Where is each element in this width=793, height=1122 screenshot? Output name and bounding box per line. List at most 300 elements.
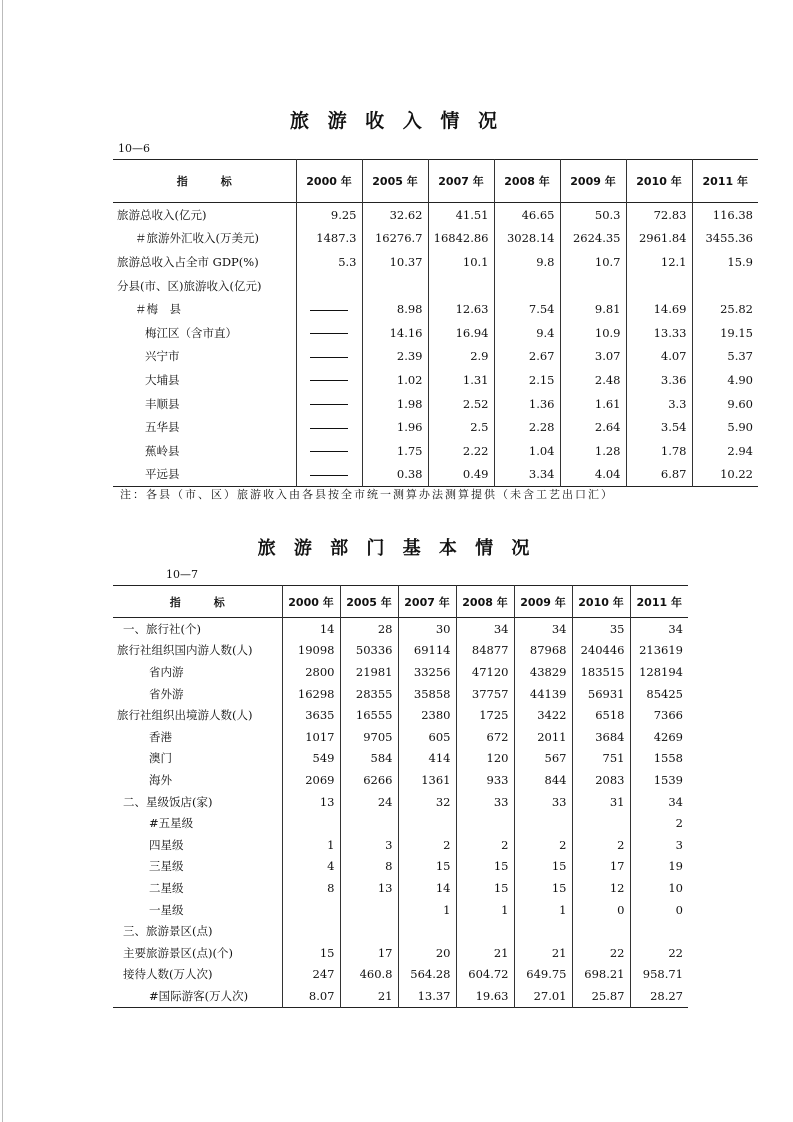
value-cell: 10 (630, 877, 688, 899)
value-cell: 33 (514, 791, 572, 813)
dash-mark (310, 451, 348, 452)
table-row (113, 769, 688, 791)
table-row (113, 704, 688, 726)
header-year: 2000 年 (282, 586, 340, 618)
value-cell: 20 (398, 942, 456, 964)
value-cell: 414 (398, 748, 456, 770)
value-cell: 14.16 (362, 321, 428, 345)
value-cell: 15 (456, 877, 514, 899)
value-cell (514, 812, 572, 834)
dash-mark (310, 428, 348, 429)
value-cell: 46.65 (494, 203, 560, 227)
header-year: 2005 年 (340, 586, 398, 618)
value-cell: 13.33 (626, 321, 692, 345)
value-cell: 72.83 (626, 203, 692, 227)
value-cell: 1.75 (362, 439, 428, 463)
header-year: 2008 年 (456, 586, 514, 618)
value-cell: 28.27 (630, 985, 688, 1007)
table-row (113, 877, 688, 899)
value-cell: 0 (572, 899, 630, 921)
table-row (113, 834, 688, 856)
row-label: 四星级 (149, 837, 184, 852)
value-cell: 16.94 (428, 321, 494, 345)
dash-cell (296, 439, 362, 463)
value-cell (456, 812, 514, 834)
value-cell: 2083 (572, 769, 630, 791)
value-cell: 28355 (340, 683, 398, 705)
value-cell: 69114 (398, 640, 456, 662)
value-cell: 0.49 (428, 463, 494, 487)
row-label: 兴宁市 (145, 349, 180, 364)
dash-cell (296, 321, 362, 345)
row-label: 三星级 (149, 859, 184, 874)
value-cell: 16298 (282, 683, 340, 705)
header-year: 2000 年 (296, 160, 362, 203)
value-cell: 3.54 (626, 415, 692, 439)
value-cell (340, 812, 398, 834)
value-cell: 17 (572, 856, 630, 878)
value-cell: 10.37 (362, 250, 428, 274)
table-row (113, 640, 688, 662)
value-cell: 10.9 (560, 321, 626, 345)
value-cell: 460.8 (340, 964, 398, 986)
value-cell: 25.82 (692, 297, 758, 321)
value-cell: 2.22 (428, 439, 494, 463)
row-label: 澳门 (149, 751, 172, 766)
value-cell: 2 (572, 834, 630, 856)
value-cell: 2961.84 (626, 227, 692, 251)
value-cell: 3.07 (560, 345, 626, 369)
table-row (113, 250, 758, 274)
value-cell: 2 (514, 834, 572, 856)
row-label: 五华县 (145, 420, 180, 435)
value-cell: 3.36 (626, 368, 692, 392)
value-cell: 4.90 (692, 368, 758, 392)
table-row (113, 297, 758, 321)
table-row (113, 920, 688, 942)
table1-number: 10—6 (118, 142, 150, 155)
value-cell: 2 (456, 834, 514, 856)
value-cell: 9705 (340, 726, 398, 748)
value-cell: 28 (340, 618, 398, 640)
value-cell: 2.64 (560, 415, 626, 439)
value-cell (362, 274, 428, 298)
value-cell: 672 (456, 726, 514, 748)
value-cell: 21 (514, 942, 572, 964)
table-row (113, 203, 758, 227)
value-cell (494, 274, 560, 298)
value-cell: 3684 (572, 726, 630, 748)
value-cell: 6518 (572, 704, 630, 726)
value-cell: 1558 (630, 748, 688, 770)
value-cell (340, 920, 398, 942)
value-cell: 85425 (630, 683, 688, 705)
value-cell: 47120 (456, 661, 514, 683)
row-label: 省内游 (149, 664, 184, 679)
value-cell: 1 (282, 834, 340, 856)
value-cell: 9.4 (494, 321, 560, 345)
value-cell: 7.54 (494, 297, 560, 321)
value-cell: 8.07 (282, 985, 340, 1007)
value-cell: 1.04 (494, 439, 560, 463)
value-cell: 2.5 (428, 415, 494, 439)
value-cell: 3455.36 (692, 227, 758, 251)
row-label: ＃旅游外汇收入(万美元) (135, 231, 259, 246)
value-cell (560, 274, 626, 298)
value-cell: 604.72 (456, 964, 514, 986)
value-cell: 4269 (630, 726, 688, 748)
value-cell (572, 920, 630, 942)
value-cell: 120 (456, 748, 514, 770)
value-cell (282, 899, 340, 921)
value-cell: 3.34 (494, 463, 560, 487)
value-cell (630, 920, 688, 942)
value-cell: 6266 (340, 769, 398, 791)
row-label: 旅行社组织国内游人数(人) (117, 643, 253, 658)
value-cell: 14.69 (626, 297, 692, 321)
table-row (113, 415, 758, 439)
table-row (113, 618, 688, 640)
table-row (113, 661, 688, 683)
value-cell: 10.7 (560, 250, 626, 274)
value-cell: 12.63 (428, 297, 494, 321)
table-row (113, 985, 688, 1007)
value-cell: 8 (340, 856, 398, 878)
table-row (113, 345, 758, 369)
value-cell: 50.3 (560, 203, 626, 227)
value-cell: 1.36 (494, 392, 560, 416)
value-cell: 14 (282, 618, 340, 640)
value-cell (340, 899, 398, 921)
table-row (113, 683, 688, 705)
header-year: 2007 年 (428, 160, 494, 203)
table-row (113, 463, 758, 487)
value-cell: 10.22 (692, 463, 758, 487)
value-cell: 56931 (572, 683, 630, 705)
row-label: 大埔县 (145, 372, 180, 387)
value-cell: 2800 (282, 661, 340, 683)
value-cell: 4.04 (560, 463, 626, 487)
value-cell: 3.3 (626, 392, 692, 416)
row-label: #国际游客(万人次) (149, 988, 249, 1003)
value-cell: 25.87 (572, 985, 630, 1007)
value-cell: 1.02 (362, 368, 428, 392)
value-cell: 13 (340, 877, 398, 899)
value-cell: 10.1 (428, 250, 494, 274)
value-cell: 0 (630, 899, 688, 921)
value-cell: 5.37 (692, 345, 758, 369)
value-cell: 1487.3 (296, 227, 362, 251)
value-cell: 2.67 (494, 345, 560, 369)
value-cell: 933 (456, 769, 514, 791)
value-cell: 14 (398, 877, 456, 899)
table-row (113, 812, 688, 834)
table-row (113, 321, 758, 345)
value-cell: 41.51 (428, 203, 494, 227)
table-row (113, 856, 688, 878)
value-cell: 27.01 (514, 985, 572, 1007)
value-cell (282, 812, 340, 834)
value-cell: 2 (398, 834, 456, 856)
value-cell: 16555 (340, 704, 398, 726)
value-cell (572, 812, 630, 834)
value-cell: 13 (282, 791, 340, 813)
value-cell: 24 (340, 791, 398, 813)
value-cell: 240446 (572, 640, 630, 662)
value-cell: 87968 (514, 640, 572, 662)
table1-title: 旅 游 收 入 情 况 (289, 110, 504, 132)
table-row (113, 368, 758, 392)
row-label: 二星级 (149, 880, 184, 895)
header-year: 2008 年 (494, 160, 560, 203)
value-cell: 19.63 (456, 985, 514, 1007)
value-cell: 1.96 (362, 415, 428, 439)
dash-mark (310, 333, 348, 334)
value-cell: 9.60 (692, 392, 758, 416)
value-cell: 17 (340, 942, 398, 964)
value-cell: 22 (630, 942, 688, 964)
dash-cell (296, 415, 362, 439)
value-cell: 8 (282, 877, 340, 899)
value-cell: 1.28 (560, 439, 626, 463)
table-row (113, 227, 758, 251)
value-cell (456, 920, 514, 942)
dash-mark (310, 310, 348, 311)
dash-cell (296, 345, 362, 369)
dash-cell (296, 463, 362, 487)
value-cell: 32.62 (362, 203, 428, 227)
row-label: 海外 (149, 772, 172, 787)
row-label: ＃梅 县 (135, 302, 181, 317)
value-cell (428, 274, 494, 298)
value-cell: 2011 (514, 726, 572, 748)
tourism-department-table (113, 585, 688, 1008)
table1-footnote: 注：各县（市、区）旅游收入由各县按全市统一测算办法测算提供（未含工艺出口汇） (120, 488, 614, 501)
value-cell: 44139 (514, 683, 572, 705)
table-row (113, 899, 688, 921)
dash-mark (310, 475, 348, 476)
value-cell: 15 (282, 942, 340, 964)
table-row (113, 748, 688, 770)
header-year: 2009 年 (560, 160, 626, 203)
row-label: 梅江区（含市直） (145, 325, 237, 340)
value-cell: 2.52 (428, 392, 494, 416)
value-cell: 4 (282, 856, 340, 878)
header-year: 2009 年 (514, 586, 572, 618)
value-cell: 21981 (340, 661, 398, 683)
value-cell: 21 (340, 985, 398, 1007)
value-cell: 1 (456, 899, 514, 921)
value-cell: 34 (630, 618, 688, 640)
row-label: 三、旅游景区(点) (123, 924, 213, 939)
value-cell: 5.90 (692, 415, 758, 439)
table-row (113, 726, 688, 748)
header-indicator: 指 标 (169, 595, 225, 609)
value-cell: 15 (398, 856, 456, 878)
table-row (113, 942, 688, 964)
value-cell: 12 (572, 877, 630, 899)
table-row (113, 791, 688, 813)
value-cell: 35858 (398, 683, 456, 705)
value-cell: 1.78 (626, 439, 692, 463)
value-cell: 33 (456, 791, 514, 813)
row-label: 香港 (149, 729, 172, 744)
value-cell: 13.37 (398, 985, 456, 1007)
table-row (113, 392, 758, 416)
row-label: 丰顺县 (145, 396, 180, 411)
value-cell (692, 274, 758, 298)
value-cell: 5.3 (296, 250, 362, 274)
table2-title: 旅 游 部 门 基 本 情 况 (257, 538, 536, 559)
header-indicator: 指 标 (176, 175, 232, 188)
header-year: 2011 年 (630, 586, 688, 618)
row-label: 主要旅游景区(点)(个) (123, 945, 233, 960)
value-cell: 37757 (456, 683, 514, 705)
value-cell (514, 920, 572, 942)
value-cell: 2069 (282, 769, 340, 791)
value-cell: 3635 (282, 704, 340, 726)
value-cell: 33256 (398, 661, 456, 683)
header-year: 2010 年 (626, 160, 692, 203)
value-cell: 1725 (456, 704, 514, 726)
value-cell: 84877 (456, 640, 514, 662)
value-cell: 15 (514, 856, 572, 878)
value-cell: 564.28 (398, 964, 456, 986)
tourism-revenue-table (113, 159, 758, 487)
header-year: 2010 年 (572, 586, 630, 618)
value-cell: 50336 (340, 640, 398, 662)
value-cell: 751 (572, 748, 630, 770)
row-label: 旅行社组织出境游人数(人) (117, 708, 253, 723)
value-cell: 567 (514, 748, 572, 770)
value-cell: 7366 (630, 704, 688, 726)
value-cell: 9.81 (560, 297, 626, 321)
value-cell: 2.15 (494, 368, 560, 392)
value-cell: 31 (572, 791, 630, 813)
value-cell: 213619 (630, 640, 688, 662)
table-row (113, 439, 758, 463)
row-label: 一、旅行社(个) (123, 621, 201, 636)
header-year: 2007 年 (398, 586, 456, 618)
value-cell: 1017 (282, 726, 340, 748)
dash-mark (310, 380, 348, 381)
value-cell: 4.07 (626, 345, 692, 369)
value-cell (398, 920, 456, 942)
value-cell: 549 (282, 748, 340, 770)
dash-mark (310, 404, 348, 405)
value-cell: 32 (398, 791, 456, 813)
value-cell: 1 (514, 899, 572, 921)
value-cell: 8.98 (362, 297, 428, 321)
value-cell: 19 (630, 856, 688, 878)
value-cell: 34 (456, 618, 514, 640)
row-label: 平远县 (145, 467, 180, 482)
row-label: #五星级 (149, 816, 194, 831)
value-cell: 1 (398, 899, 456, 921)
row-label: 旅游总收入(亿元) (117, 207, 207, 222)
table2-number: 10—7 (166, 568, 198, 581)
value-cell: 15 (456, 856, 514, 878)
value-cell: 584 (340, 748, 398, 770)
header-year: 2005 年 (362, 160, 428, 203)
value-cell: 34 (630, 791, 688, 813)
value-cell: 3 (630, 834, 688, 856)
value-cell: 2.9 (428, 345, 494, 369)
value-cell: 3 (340, 834, 398, 856)
value-cell (296, 274, 362, 298)
value-cell: 3422 (514, 704, 572, 726)
row-label: 一星级 (149, 902, 184, 917)
dash-cell (296, 392, 362, 416)
value-cell (626, 274, 692, 298)
dash-cell (296, 297, 362, 321)
value-cell: 16842.86 (428, 227, 494, 251)
dash-cell (296, 368, 362, 392)
table1-header-row (113, 160, 758, 203)
value-cell: 30 (398, 618, 456, 640)
value-cell: 43829 (514, 661, 572, 683)
value-cell: 15.9 (692, 250, 758, 274)
value-cell: 1361 (398, 769, 456, 791)
row-label: 省外游 (149, 686, 184, 701)
value-cell: 35 (572, 618, 630, 640)
value-cell: 2624.35 (560, 227, 626, 251)
value-cell: 0.38 (362, 463, 428, 487)
value-cell: 649.75 (514, 964, 572, 986)
value-cell: 2.39 (362, 345, 428, 369)
row-label: 接待人数(万人次) (123, 967, 213, 982)
value-cell: 128194 (630, 661, 688, 683)
value-cell: 22 (572, 942, 630, 964)
value-cell: 1.61 (560, 392, 626, 416)
row-label: 分县(市、区)旅游收入(亿元) (117, 278, 262, 293)
value-cell: 19098 (282, 640, 340, 662)
value-cell (282, 920, 340, 942)
value-cell: 34 (514, 618, 572, 640)
value-cell: 116.38 (692, 203, 758, 227)
value-cell: 9.25 (296, 203, 362, 227)
value-cell: 1.31 (428, 368, 494, 392)
value-cell: 15 (514, 877, 572, 899)
table-row (113, 274, 758, 298)
page-edge-line (2, 0, 3, 1122)
table-row (113, 964, 688, 986)
row-label: 旅游总收入占全市 GDP(%) (117, 254, 259, 269)
value-cell: 21 (456, 942, 514, 964)
row-label: 蕉岭县 (145, 443, 180, 458)
row-label: 二、星级饭店(家) (123, 794, 213, 809)
header-year: 2011 年 (692, 160, 758, 203)
value-cell: 183515 (572, 661, 630, 683)
value-cell: 9.8 (494, 250, 560, 274)
value-cell: 844 (514, 769, 572, 791)
value-cell: 12.1 (626, 250, 692, 274)
value-cell: 958.71 (630, 964, 688, 986)
value-cell: 2 (630, 812, 688, 834)
value-cell: 698.21 (572, 964, 630, 986)
table2-header-row (113, 586, 688, 618)
dash-mark (310, 357, 348, 358)
value-cell: 2.48 (560, 368, 626, 392)
value-cell: 2.94 (692, 439, 758, 463)
value-cell: 3028.14 (494, 227, 560, 251)
value-cell: 19.15 (692, 321, 758, 345)
value-cell: 1539 (630, 769, 688, 791)
value-cell: 605 (398, 726, 456, 748)
value-cell (398, 812, 456, 834)
value-cell: 1.98 (362, 392, 428, 416)
value-cell: 6.87 (626, 463, 692, 487)
